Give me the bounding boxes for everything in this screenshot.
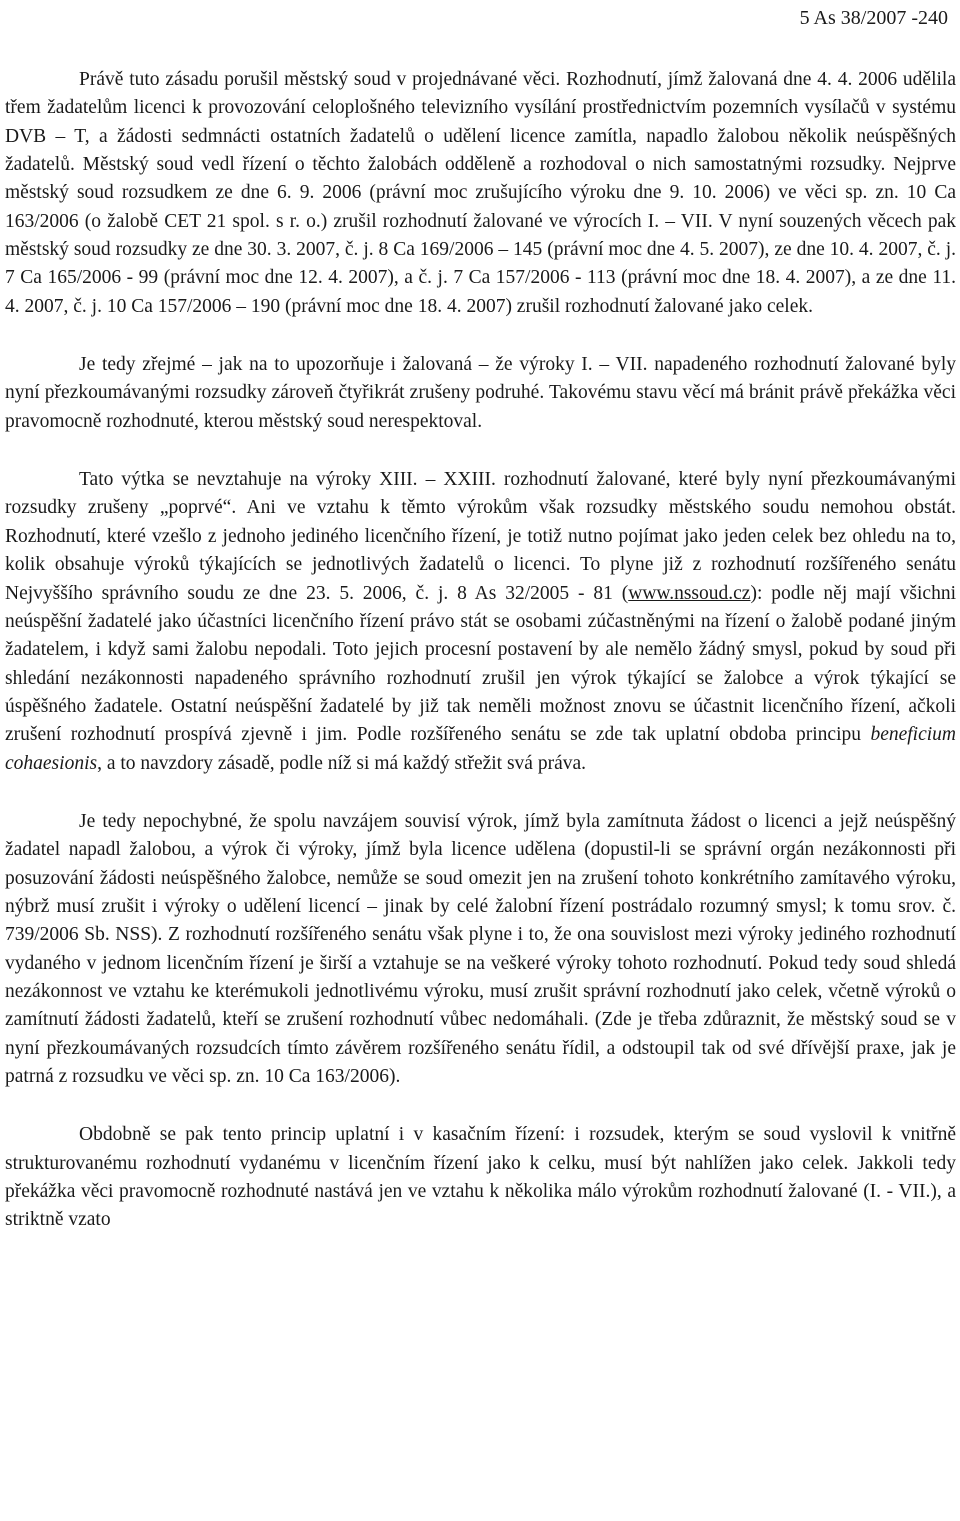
paragraph-text: ): podle něj mají všichni neúspěšní žadatelé jako účastníci licenčního řízení právo stát se osobami zúčastněnými na řízení o žalobě podané jiným žadatelem, i když sami žalobu nepodali. Toto jejich procesní postavení by ale nemělo žádný smysl, pokud by soud při shledání nezákonnosti napadeného správního rozhodnutí zrušil jen výrok týkající se žalobce a výrok týkající se úspěšného žadatele. Ostatní neúspěšní žadatelé by již tak neměli možnost znovu se účastnit licenčního řízení, ačkoli zrušení rozhodnutí prospívá zjevně i jim. Podle rozšířeného senátu se zde tak uplatní obdoba principu xyxy=(5,582,956,746)
latin-term: beneficium cohaesionis xyxy=(5,724,956,774)
paragraph-1 xyxy=(5,66,956,321)
paragraph-text: Obdobně se pak tento princip uplatní i v kasačním řízení: i rozsudek, kterým se soud vyslovil k vnitřně strukturovanému rozhodnutí vydanému v licenčním řízení jako k celku, musí být nahlížen jako celek. Jakkoli tedy překážka věci pravomocně rozhodnuté nastává jen ve vztahu k několika málo výrokům rozhodnutí žalované (I. - VII.), a striktně vzato xyxy=(5,1124,956,1231)
paragraph-2 xyxy=(5,351,956,436)
paragraph-text: Je tedy nepochybné, že spolu navzájem souvisí výrok, jímž byla zamítnuta žádost o licenci a jejž neúspěšný žadatel napadl žalobou, a výrok či výroky, jímž byla licence udělena (dopustil-li se správní orgán nezákonnosti při posuzování žádosti neúspěšného žalobce, nemůže se soud omezit jen na zrušení tohoto konkrétního zamítavého výroku, nýbrž musí zrušit i výroky o udělení licencí – jinak by celé žalobní řízení postrádalo rozumný smysl; k tomu srov. č. 739/2006 Sb. NSS). Z rozhodnutí rozšířeného senátu však plyne i to, že ona souvislost mezi výroky jediného rozhodnutí vydaného v jednom licenčním řízení je širší a vztahuje se na veškeré výroky tohoto rozhodnutí. Pokud tedy soud shledá nezákonnost ve vztahu ke kterémukoli jednotlivému výroku, musí zrušit správní rozhodnutí jako celek, včetně výroků o zamítnutí žádosti žadatelů, kteří se zrušení rozhodnutí vůbec nedomáhali. (Zde je třeba zdůraznit, že městský soud se v nyní přezkoumávaných rozsudcích tímto závěrem rozšířeného senátu řídil, a odstoupil tak od své dřívější praxe, jak je patrná z rozsudku ve věci sp. zn. 10 Ca 163/2006). xyxy=(5,810,956,1087)
paragraph-text: Tato výtka se nevztahuje na výroky XIII. – XXIII. rozhodnutí žalované, které byly nyní přezkoumávanými rozsudky zrušeny „poprvé“. Ani ve vztahu k těmto výrokům však rozsudky městského soudu nemohou obstát. Rozhodnutí, které vzešlo z jednoho jediného licenčního řízení, je totiž nutno pojímat jako jeden celek bez ohledu na to, kolik obsahuje výroků týkajících se jednotlivých žadatelů o licenci. To plyne již z rozhodnutí rozšířeného senátu Nejvyššího správního soudu ze dne 23. 5. 2006, č. j. 8 As 32/2005 - 81 ( xyxy=(5,469,956,604)
paragraph-text: Je tedy zřejmé – jak na to upozorňuje i žalovaná – že výroky I. – VII. napadeného rozhodnutí žalované byly nyní přezkoumávanými rozsudky zároveň čtyřikrát zrušeny podruhé. Takovému stavu věcí má bránit právě překážka věci pravomocně rozhodnuté, kterou městský soud nerespektoval. xyxy=(5,354,956,432)
paragraph-text: Právě tuto zásadu porušil městský soud v projednávané věci. Rozhodnutí, jímž žalovaná dne 4. 4. 2006 udělila třem žadatelům licenci k provozování celoplošného televizního vysílání prostřednictvím pozemních vysílačů v systému DVB – T, a žádosti sedmnácti ostatních žadatelů o udělení licence zamítla, napadlo žalobou několik neúspěšných žadatelů. Městský soud vedl řízení o těchto žalobách odděleně a rozhodoval o nich samostatnými rozsudky. Nejprve městský soud rozsudkem ze dne 6. 9. 2006 (právní moc zrušujícího výroku dne 9. 10. 2006) ve věci sp. zn. 10 Ca 163/2006 (o žalobě CET 21 spol. s r. o.) zrušil rozhodnutí žalované ve výrocích I. – VII. V nyní souzených věcech pak městský soud rozsudky ze dne 30. 3. 2007, č. j. 8 Ca 169/2006 – 145 (právní moc dne 4. 5. 2007), ze dne 10. 4. 2007, č. j. 7 Ca 165/2006 - 99 (právní moc dne 12. 4. 2007), a č. j. 7 Ca 157/2006 - 113 (právní moc dne 18. 4. 2007), a ze dne 11. 4. 2007, č. j. 10 Ca 157/2006 – 190 (právní moc dne 18. 4. 2007) zrušil rozhodnutí žalované jako celek. xyxy=(5,69,956,317)
paragraph-3 xyxy=(5,466,956,778)
paragraph-5 xyxy=(5,1121,956,1234)
nssoud-link[interactable]: www.nssoud.cz xyxy=(628,582,751,604)
paragraph-4 xyxy=(5,808,956,1091)
paragraph-text: , a to navzdory zásadě, podle níž si má každý střežit svá práva. xyxy=(97,752,587,774)
page-header-case-number: 5 As 38/2007 -240 xyxy=(799,7,948,29)
document-body xyxy=(5,66,956,1265)
